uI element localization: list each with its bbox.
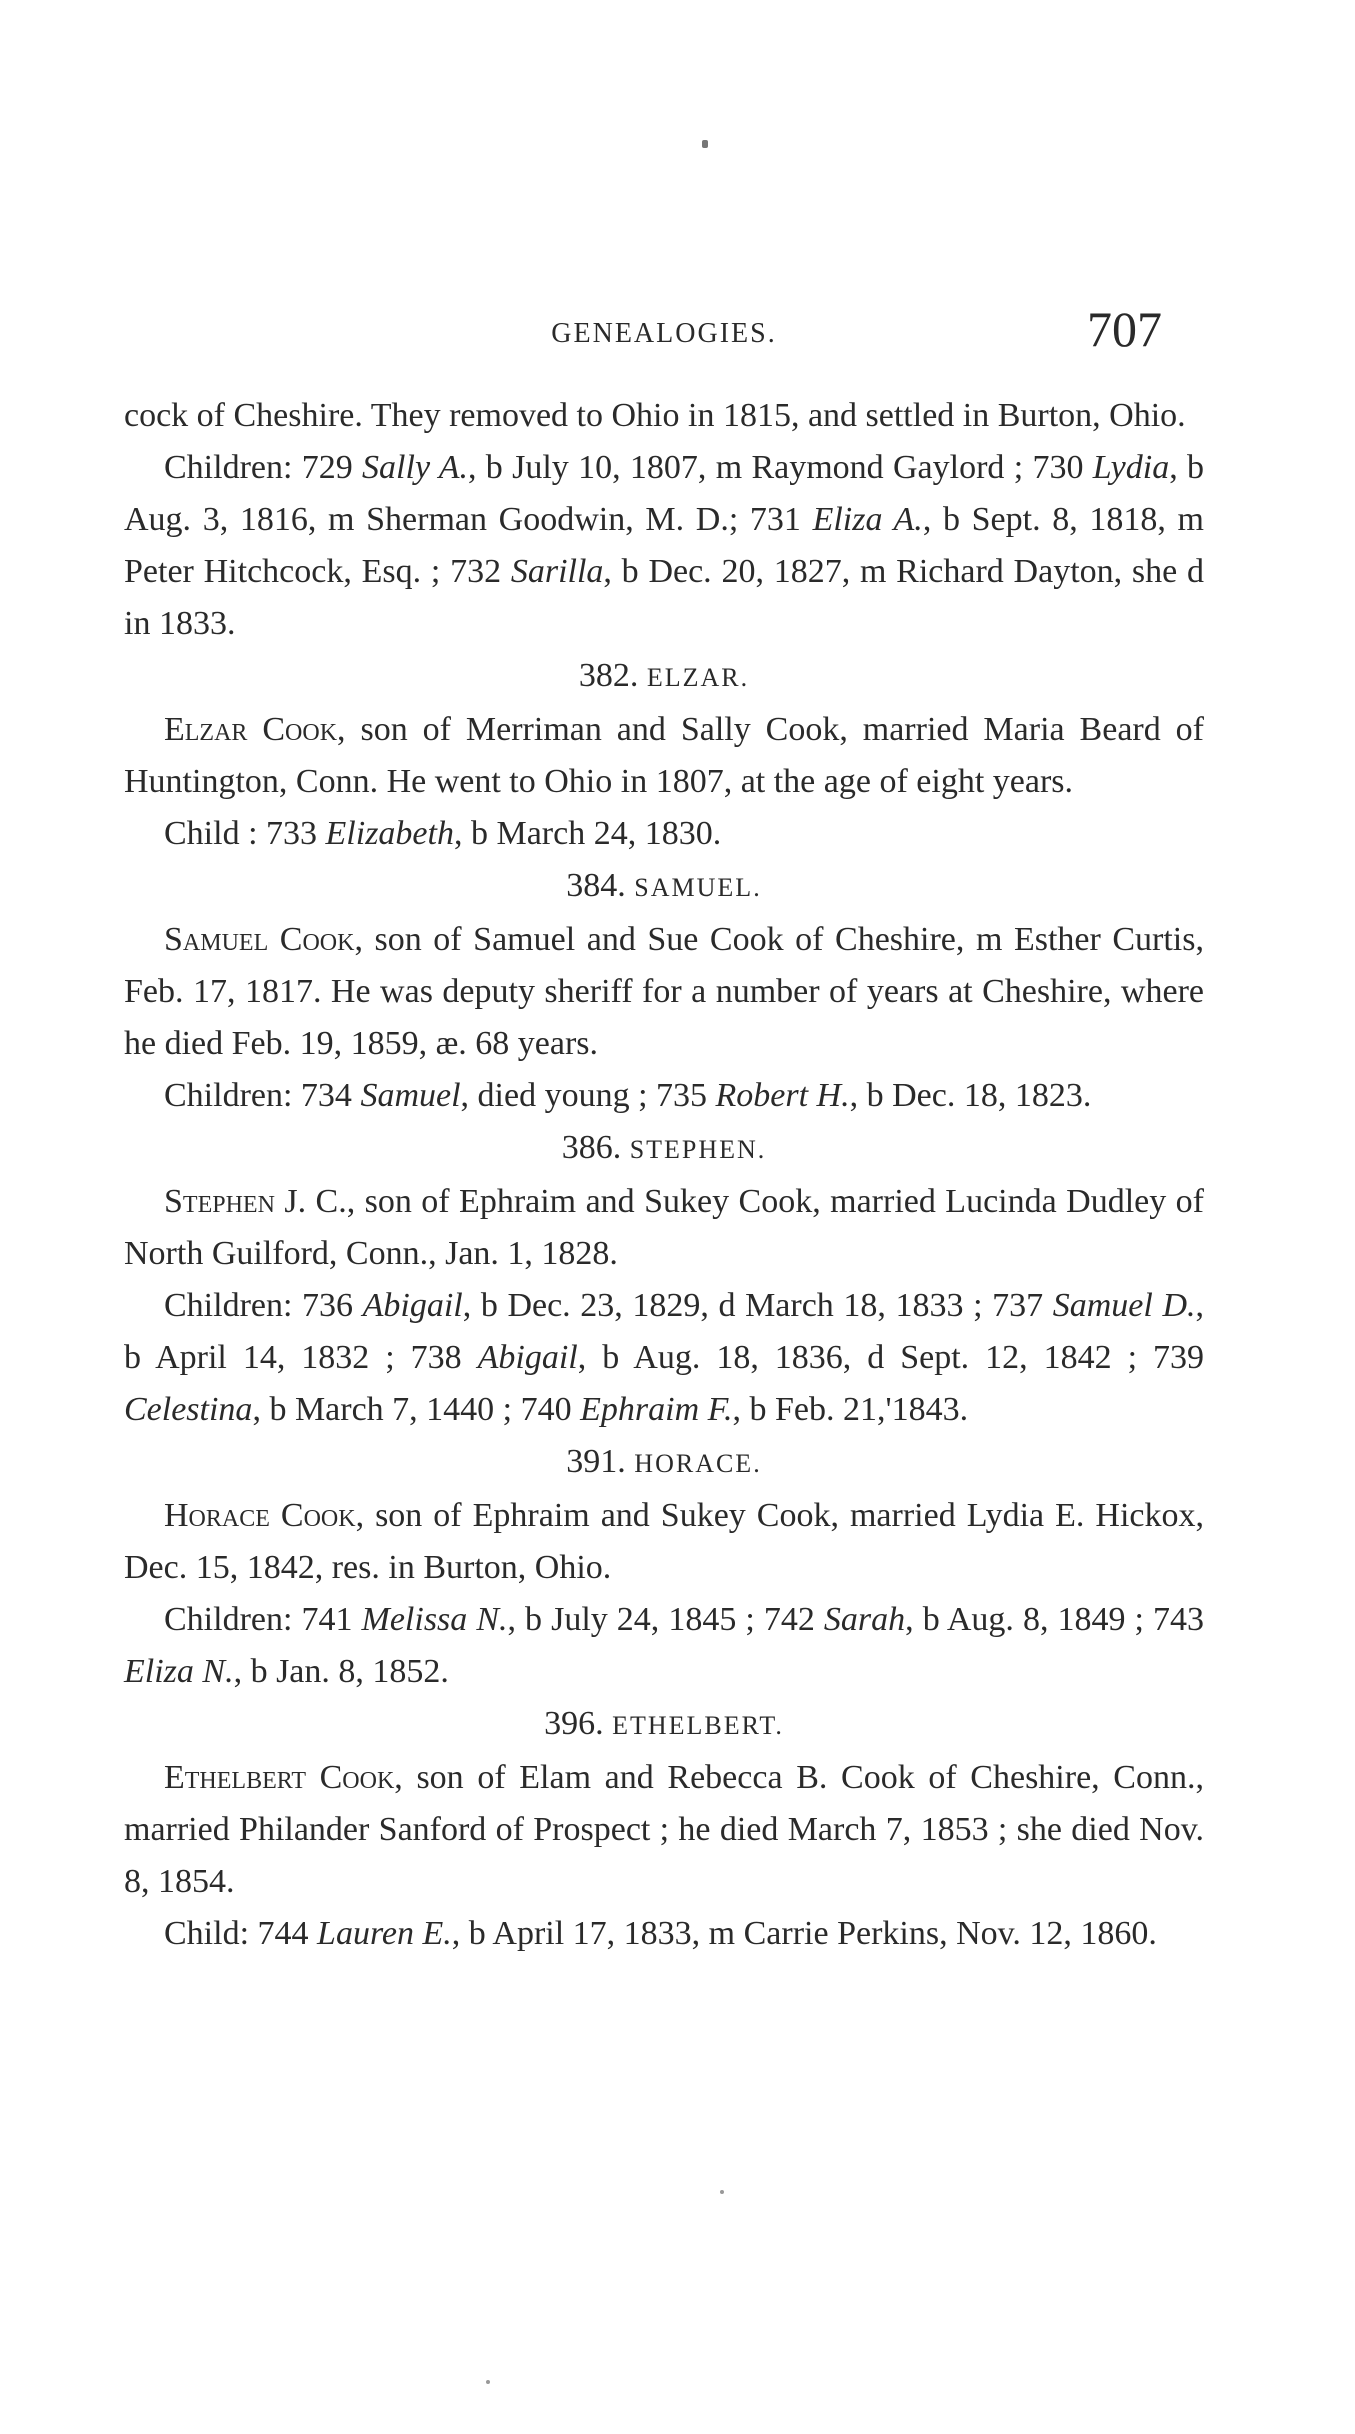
italic-name: Samuel [360, 1077, 461, 1114]
section-number: 384. [566, 867, 626, 904]
text-run: Children: 741 [164, 1601, 362, 1638]
italic-name: Celestina [124, 1391, 253, 1428]
italic-name: Eliza A. [812, 501, 923, 538]
text-run: , son of Elam and Rebecca B. Cook of Cheshire, Conn., married Philander Sanford of Prospect ; he died March 7, 1853 ; she died Nov. 8, 1854. [124, 1759, 1204, 1900]
italic-name: Lauren E. [317, 1915, 452, 1952]
text-run: Child: 744 [164, 1915, 318, 1952]
print-speck [720, 2190, 724, 2194]
print-speck [486, 2380, 490, 2384]
text-run: , b Dec. 23, 1829, d March 18, 1833 ; 737 [462, 1287, 1053, 1324]
lead-name: Samuel Cook [164, 921, 355, 958]
text-run: , son of Samuel and Sue Cook of Cheshire, m Esther Curtis, Feb. 17, 1817. He was deputy sheriff for a number of years at Cheshire, where he died Feb. 19, 1859, æ. 68 years. [124, 921, 1204, 1062]
section-heading [124, 650, 1204, 704]
section-name: ELZAR. [646, 663, 750, 692]
paragraph [124, 1070, 1204, 1122]
text-run: Children: 729 [164, 449, 363, 486]
text-run: , b April 17, 1833, m Carrie Perkins, Nov. 12, 1860. [451, 1915, 1157, 1952]
print-mark [702, 140, 708, 148]
text-run: , died young ; 735 [460, 1077, 716, 1114]
section-name: SAMUEL. [634, 873, 762, 902]
page-body [124, 390, 1204, 1960]
text-run: , b Feb. 21,'1843. [732, 1391, 969, 1428]
italic-name: Melissa N. [361, 1601, 508, 1638]
paragraph [124, 704, 1204, 808]
text-run: , b July 24, 1845 ; 742 [507, 1601, 824, 1638]
paragraph [124, 1176, 1204, 1280]
text-run: Children: 736 [164, 1287, 363, 1324]
text-run: , b Sept. 8, 1818, m Peter Hitchcock, Esq. ; 732 [124, 501, 1205, 590]
section-heading [124, 1698, 1204, 1752]
italic-name: Abigail [362, 1287, 463, 1324]
italic-name: Elizabeth [325, 815, 454, 852]
text-run: , b March 24, 1830. [453, 815, 722, 852]
running-head [124, 300, 1204, 390]
text-run: Child : 733 [164, 815, 326, 852]
section-heading [124, 860, 1204, 914]
text-run: , b March 7, 1440 ; 740 [252, 1391, 581, 1428]
lead-name: Stephen [164, 1183, 275, 1220]
paragraph [124, 1908, 1204, 1960]
document-page [124, 300, 1204, 1960]
text-run: , b April 14, 1832 ; 738 [124, 1287, 1204, 1376]
lead-name: Horace Cook [164, 1497, 356, 1534]
text-run: , son of Merriman and Sally Cook, married Maria Beard of Huntington, Conn. He went to Ohio in 1807, at the age of eight years. [124, 711, 1204, 800]
lead-name: Ethelbert Cook [164, 1759, 395, 1796]
paragraph [124, 1490, 1204, 1594]
text-run: , b Dec. 18, 1823. [849, 1077, 1092, 1114]
paragraph [124, 442, 1204, 650]
italic-name: Eliza N. [124, 1653, 234, 1690]
text-run: , son of Ephraim and Sukey Cook, married Lydia E. Hickox, Dec. 15, 1842, res. in Burton, Ohio. [124, 1497, 1204, 1586]
lead-name: Elzar Cook [164, 711, 338, 748]
paragraph [124, 1280, 1204, 1436]
section-heading [124, 1436, 1204, 1490]
paragraph [124, 808, 1204, 860]
section-name: STEPHEN. [629, 1135, 767, 1164]
italic-name: Samuel D. [1052, 1287, 1196, 1324]
page-number: 707 [1087, 301, 1162, 357]
italic-name: Sarah [823, 1601, 906, 1638]
section-heading [124, 1122, 1204, 1176]
text-run: , b Dec. 20, 1827, m Richard Dayton, she d in 1833. [124, 553, 1204, 642]
text-run: , b Aug. 18, 1836, d Sept. 12, 1842 ; 739 [577, 1339, 1204, 1376]
italic-name: Sally A. [362, 449, 468, 486]
section-number: 396. [544, 1705, 604, 1742]
section-number: 382. [578, 657, 639, 694]
text-run: cock of Cheshire. They removed to Ohio in 1815, and settled in Burton, Ohio. [124, 397, 1186, 434]
paragraph [124, 1752, 1204, 1908]
paragraph [124, 914, 1204, 1070]
section-name: ETHELBERT. [612, 1711, 784, 1740]
italic-name: Sarilla [510, 553, 604, 590]
text-run: , b Jan. 8, 1852. [233, 1653, 449, 1690]
paragraph [124, 1594, 1204, 1698]
text-run: Children: 734 [164, 1077, 361, 1114]
running-title: GENEALOGIES. [551, 318, 777, 349]
italic-name: Robert H. [715, 1077, 850, 1114]
text-run: , b July 10, 1807, m Raymond Gaylord ; 730 [468, 449, 1093, 486]
section-number: 391. [566, 1443, 626, 1480]
paragraph [124, 390, 1204, 442]
italic-name: Ephraim F. [580, 1391, 733, 1428]
text-run: , b Aug. 8, 1849 ; 743 [905, 1601, 1205, 1638]
section-name: HORACE. [634, 1449, 762, 1478]
text-run: , b Aug. 3, 1816, m Sherman Goodwin, M. D.; 731 [124, 449, 1205, 538]
text-run: J. C., son of Ephraim and Sukey Cook, married Lucinda Dudley of North Guilford, Conn., Jan. 1, 1828. [124, 1183, 1204, 1272]
italic-name: Abigail [477, 1339, 578, 1376]
italic-name: Lydia [1092, 449, 1170, 486]
section-number: 386. [561, 1129, 622, 1166]
